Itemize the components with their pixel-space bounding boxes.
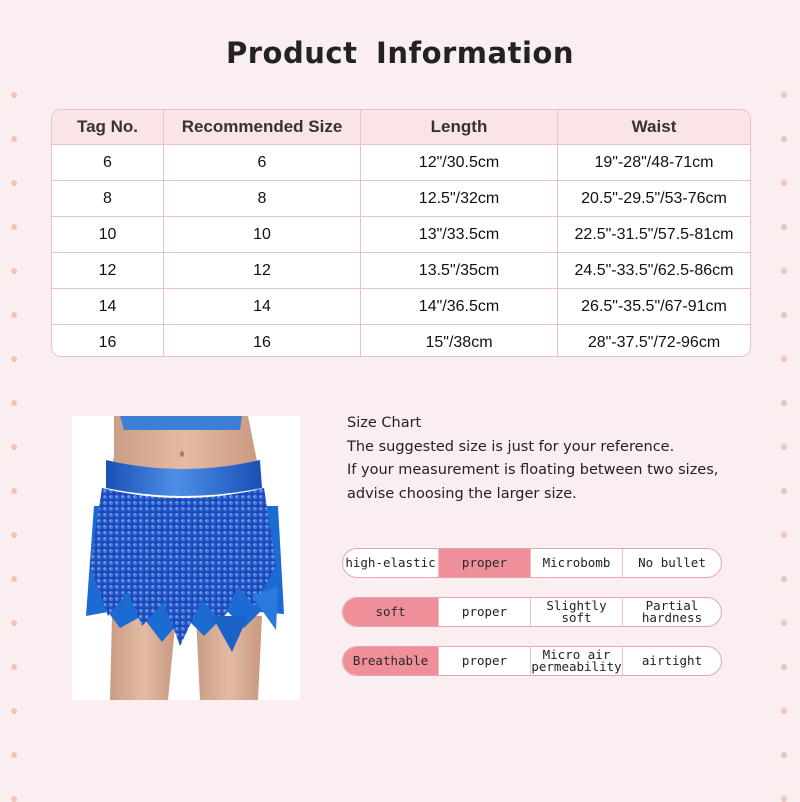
waist-cell: 22.5"-31.5"/57.5-81cm <box>558 217 751 253</box>
waist-cell: 26.5"-35.5"/67-91cm <box>558 289 751 325</box>
breathability-scale <box>342 646 722 676</box>
length-cell: 12"/30.5cm <box>361 145 558 181</box>
tag-cell: 6 <box>52 145 164 181</box>
tag-cell: 16 <box>52 325 164 358</box>
tag-cell: 8 <box>52 181 164 217</box>
waist-cell: 28"-37.5"/72-96cm <box>587 333 721 351</box>
recommended-size-cell: 10 <box>164 217 361 253</box>
size-table <box>51 109 751 357</box>
table-row <box>52 289 750 325</box>
size-chart-note-line: The suggested size is just for your reference. <box>347 438 675 455</box>
table-row <box>52 325 750 358</box>
decorative-dots-left <box>10 92 18 792</box>
elasticity-option: high-elastic <box>343 549 439 577</box>
elasticity-scale <box>342 548 722 578</box>
waist-cell: 19"-28"/48-71cm <box>558 145 751 181</box>
breathability-option-selected: Breathable <box>343 647 439 675</box>
table-row <box>52 217 750 253</box>
breathability-option: Micro air permeability <box>531 647 622 674</box>
length-cell: 13.5"/35cm <box>361 253 558 289</box>
size-chart-heading: Size Chart <box>347 415 422 431</box>
table-header-row <box>52 110 750 145</box>
column-header-tag: Tag No. <box>52 110 164 145</box>
softness-scale <box>342 597 722 627</box>
recommended-size-cell: 16 <box>164 325 361 358</box>
breathability-option: airtight <box>641 653 703 668</box>
breathability-option: proper <box>439 647 531 675</box>
tag-cell: 14 <box>52 289 164 325</box>
softness-option: proper <box>439 598 531 626</box>
elasticity-option: Microbomb <box>531 549 623 577</box>
waist-cell: 20.5"-29.5"/53-76cm <box>558 181 751 217</box>
softness-option: Partial hardness <box>641 598 703 625</box>
tag-cell: 10 <box>52 217 164 253</box>
product-photo <box>72 416 300 700</box>
page-title: Product Information <box>226 36 574 70</box>
length-cell: 12.5"/32cm <box>361 181 558 217</box>
table-row <box>52 145 750 181</box>
column-header-length: Length <box>361 110 558 145</box>
recommended-size-cell: 6 <box>164 145 361 181</box>
recommended-size-cell: 12 <box>164 253 361 289</box>
softness-option-selected: soft <box>343 598 439 626</box>
recommended-size-cell: 14 <box>164 289 361 325</box>
size-chart-note-line: If your measurement is floating between two sizes, <box>347 462 719 478</box>
recommended-size-cell: 8 <box>164 181 361 217</box>
column-header-waist: Waist <box>558 110 751 145</box>
size-chart-note-line: advise choosing the larger size. <box>347 485 577 502</box>
elasticity-option: No bullet <box>638 555 706 570</box>
softness-option: Slightly soft <box>531 598 623 626</box>
length-cell: 14"/36.5cm <box>361 289 558 325</box>
elasticity-option-selected: proper <box>439 549 531 577</box>
sequin-skirt-illustration <box>72 416 300 700</box>
decorative-dots-right <box>780 92 788 792</box>
table-row <box>52 253 750 289</box>
column-header-recommended-size: Recommended Size <box>164 110 361 145</box>
length-cell: 13"/33.5cm <box>361 217 558 253</box>
waist-cell: 24.5"-33.5"/62.5-86cm <box>558 253 751 289</box>
size-chart-notes <box>347 412 718 506</box>
table-row <box>52 181 750 217</box>
tag-cell: 12 <box>52 253 164 289</box>
length-cell: 15"/38cm <box>361 325 558 358</box>
